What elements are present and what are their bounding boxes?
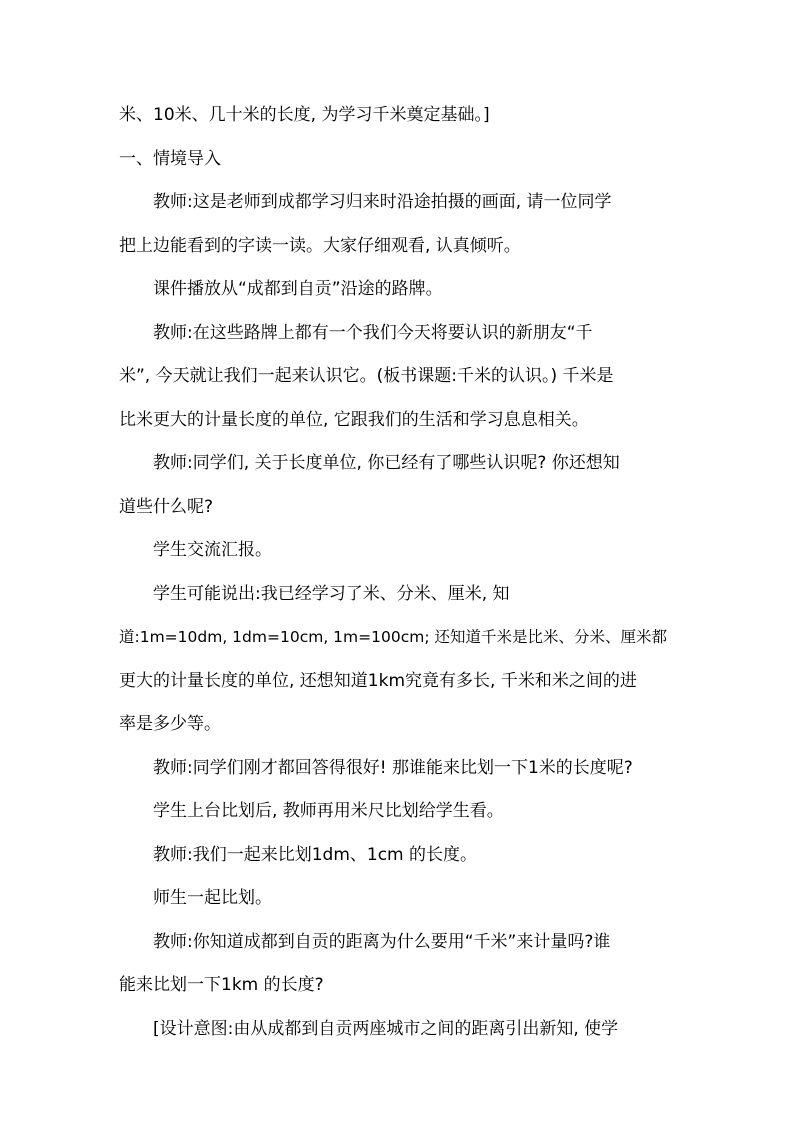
text-line: 米”, 今天就让我们一起来认识它。(板书课题:千米的认识。) 千米是 bbox=[119, 366, 614, 386]
text-line: 道:1m=10dm, 1dm=10cm, 1m=100cm; 还知道千米是比米、分米、厘米都 bbox=[119, 628, 667, 646]
section-heading: 一、情境导入 bbox=[119, 149, 221, 169]
text-line: 教师:我们一起来比划1dm、1cm 的长度。 bbox=[153, 845, 478, 865]
text-line: 学生上台比划后, 教师再用米尺比划给学生看。 bbox=[153, 801, 504, 821]
text-line: 米、10米、几十米的长度, 为学习千米奠定基础。] bbox=[119, 105, 490, 125]
text-line: 课件播放从“成都到自贡”沿途的路牌。 bbox=[153, 279, 443, 299]
text-line: 能来比划一下1km 的长度? bbox=[119, 975, 324, 995]
text-line: [设计意图:由从成都到自贡两座城市之间的距离引出新知, 使学 bbox=[153, 1019, 619, 1039]
text-line: 教师:同学们, 关于长度单位, 你已经有了哪些认识呢? 你还想知 bbox=[153, 453, 620, 473]
text-line: 道些什么呢? bbox=[119, 497, 214, 517]
text-line: 教师:这是老师到成都学习归来时沿途拍摄的画面, 请一位同学 bbox=[153, 192, 612, 212]
text-line: 学生交流汇报。 bbox=[153, 540, 272, 560]
text-line: 教师:在这些路牌上都有一个我们今天将要认识的新朋友“千 bbox=[153, 323, 593, 343]
text-line: 把上边能看到的字读一读。大家仔细观看, 认真倾听。 bbox=[119, 236, 521, 256]
text-line: 比米更大的计量长度的单位, 它跟我们的生活和学习息息相关。 bbox=[119, 410, 589, 430]
text-line: 师生一起比划。 bbox=[153, 888, 272, 908]
text-line: 更大的计量长度的单位, 还想知道1km究竟有多长, 千米和米之间的进 bbox=[119, 671, 637, 691]
text-line: 率是多少等。 bbox=[119, 714, 221, 734]
text-line: 教师:你知道成都到自贡的距离为什么要用“千米”来计量吗?谁 bbox=[153, 932, 611, 952]
text-line: 教师:同学们刚才都回答得很好! 那谁能来比划一下1米的长度呢? bbox=[153, 758, 633, 778]
text-line: 学生可能说出:我已经学习了米、分米、厘米, 知 bbox=[153, 584, 510, 604]
